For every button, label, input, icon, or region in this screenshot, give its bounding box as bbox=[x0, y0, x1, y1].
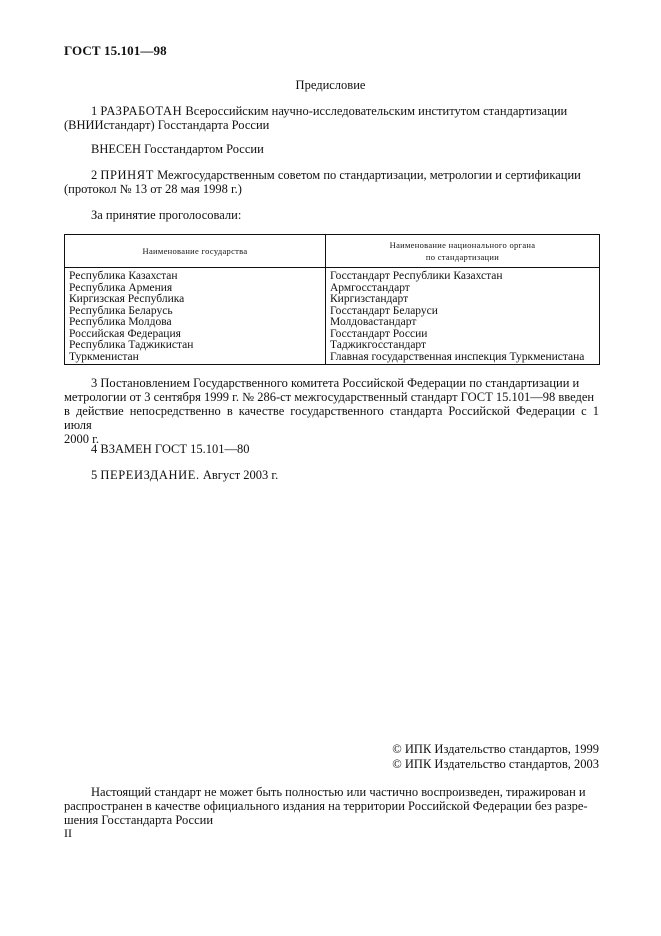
body-cell: Армгосстандарт bbox=[326, 283, 600, 295]
table-row bbox=[65, 294, 600, 306]
copyright-line: © ИПК Издательство стандартов, 1999 bbox=[392, 742, 599, 756]
column-header-state: Наименование государства bbox=[65, 235, 326, 268]
section-4-replaces: 4 ВЗАМЕН ГОСТ 15.101—80 bbox=[91, 442, 250, 456]
table-header-row bbox=[65, 235, 600, 268]
body-cell: Главная государственная инспекция Туркменистана bbox=[326, 352, 600, 365]
state-cell: Российская Федерация bbox=[65, 329, 326, 341]
body-cell: Молдовастандарт bbox=[326, 317, 600, 329]
state-cell: Туркменистан bbox=[65, 352, 326, 365]
section-introduced: ВНЕСЕН Госстандартом России bbox=[91, 142, 264, 156]
table-row bbox=[65, 317, 600, 329]
column-header-body: Наименование национального органа по стандартизации bbox=[326, 235, 600, 268]
voted-label: За принятие проголосовали: bbox=[91, 208, 242, 222]
body-cell: Госстандарт Республики Казахстан bbox=[326, 268, 600, 283]
section-1-keyword: РАЗРАБОТАН bbox=[100, 104, 183, 118]
state-cell: Республика Таджикистан bbox=[65, 340, 326, 352]
section-5-reissue: 5 ПЕРЕИЗДАНИЕ. Август 2003 г. bbox=[91, 468, 279, 482]
copyright-block bbox=[392, 742, 599, 772]
body-cell: Киргизстандарт bbox=[326, 294, 600, 306]
body-cell: Госстандарт России bbox=[326, 329, 600, 341]
document-code: ГОСТ 15.101—98 bbox=[64, 43, 167, 58]
table-row bbox=[65, 352, 600, 365]
state-cell: Республика Беларусь bbox=[65, 306, 326, 318]
states-table bbox=[64, 234, 600, 365]
section-3-decree: 3 Постановлением Государственного комитета Российской Федерации по стандартизации и метрологии от 3 сентября 1999 г. № 286-ст межгосударственный стандарт ГОСТ 15.101—98 введен в действие непосредственно в качестве государственного стандарта Российской Федерации с 1 июля 2000 г. bbox=[64, 376, 599, 446]
body-cell: Госстандарт Беларуси bbox=[326, 306, 600, 318]
state-cell: Киргизская Республика bbox=[65, 294, 326, 306]
section-2-keyword: ПРИНЯТ bbox=[100, 168, 154, 182]
copyright-line: © ИПК Издательство стандартов, 2003 bbox=[392, 757, 599, 771]
state-cell: Республика Казахстан bbox=[65, 268, 326, 283]
page-number: II bbox=[64, 826, 72, 840]
section-5-keyword: ПЕРЕИЗДАНИЕ. bbox=[100, 468, 200, 482]
state-cell: Республика Молдова bbox=[65, 317, 326, 329]
page-title: Предисловие bbox=[295, 78, 366, 92]
state-cell: Республика Армения bbox=[65, 283, 326, 295]
reproduction-notice: Настоящий стандарт не может быть полностью или частично воспроизведен, тиражирован и распространен в качестве официального издания на территории Российской Федерации без разре- шения Госстандарта России bbox=[64, 785, 588, 827]
section-1-developed: 1 РАЗРАБОТАН Всероссийским научно-исследовательским институтом стандартизации (ВНИИстандарт) Госстандарта России bbox=[64, 104, 568, 132]
section-2-adopted: 2 ПРИНЯТ Межгосударственным советом по стандартизации, метрологии и сертификации (протокол № 13 от 28 мая 1998 г.) bbox=[64, 168, 581, 196]
table-row bbox=[65, 268, 600, 283]
body-cell: Таджикгосстандарт bbox=[326, 340, 600, 352]
table-row bbox=[65, 340, 600, 352]
